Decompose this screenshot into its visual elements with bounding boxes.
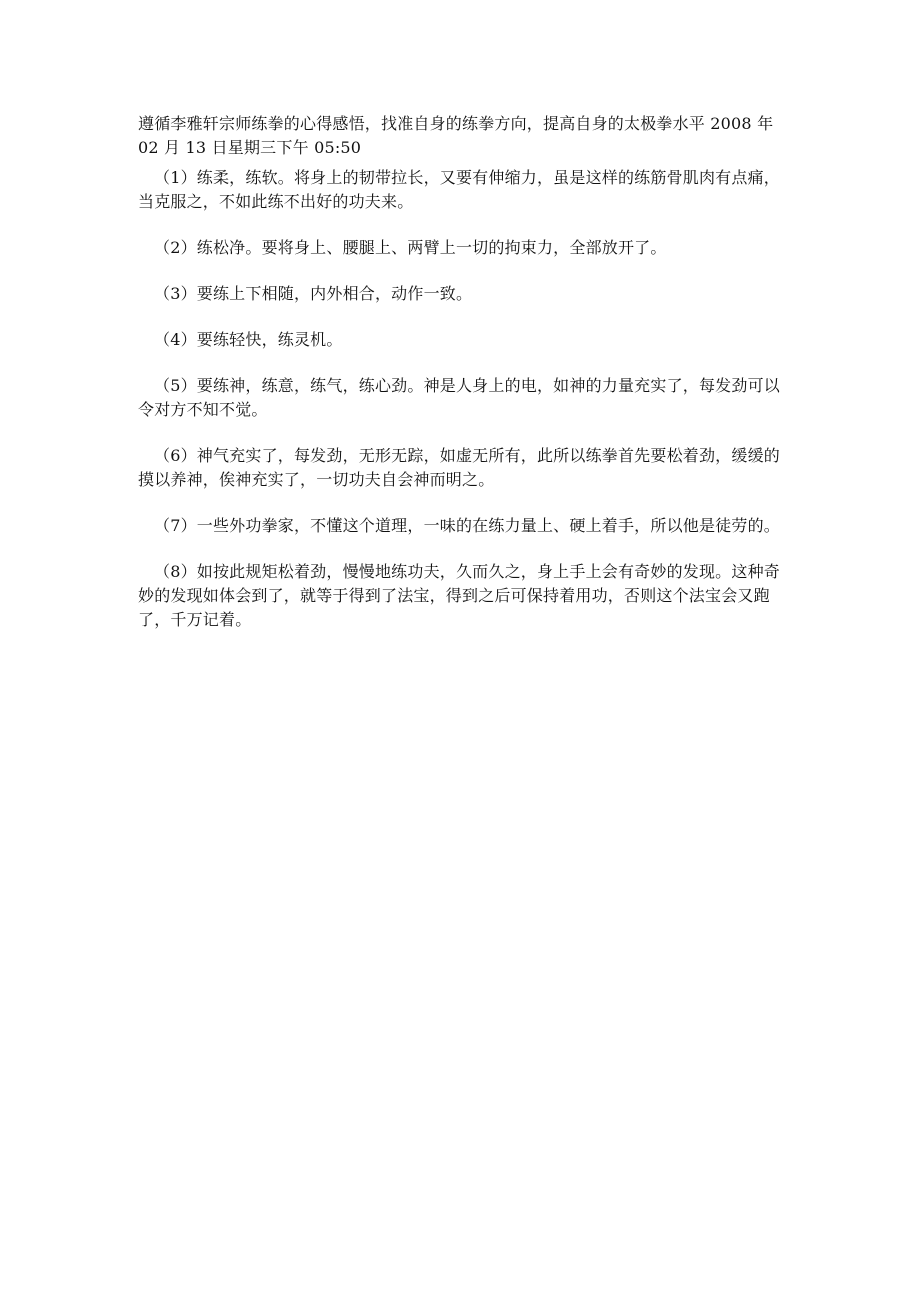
document-page [138, 112, 788, 654]
paragraph-6: （6）神气充实了，每发劲，无形无踪，如虚无所有，此所以练拳首先要松着劲，缓缓的摸以养神，俟神充实了，一切功夫自会神而明之。 [138, 446, 780, 489]
paragraph-3: （3）要练上下相随，内外相合，动作一致。 [154, 284, 473, 303]
paragraph-2: （2）练松净。要将身上、腰腿上、两臂上一切的拘束力，全部放开了。 [154, 238, 667, 257]
paragraph-1: （1）练柔，练软。将身上的韧带拉长，又要有伸缩力，虽是这样的练筋骨肌肉有点痛，当克服之，不如此练不出好的功夫来。 [138, 168, 780, 211]
paragraph-8: （8）如按此规矩松着劲，慢慢地练功夫，久而久之，身上手上会有奇妙的发现。这种奇妙的发现如体会到了，就等于得到了法宝，得到之后可保持着用功，否则这个法宝会又跑了，千万记着。 [138, 562, 780, 629]
document-title: 遵循李雅轩宗师练拳的心得感悟，找准自身的练拳方向，提高自身的太极拳水平 2008 年 02 月 13 日星期三下午 05:50 [138, 114, 774, 157]
paragraph-5: （5）要练神，练意，练气，练心劲。神是人身上的电，如神的力量充实了，每发劲可以令对方不知不觉。 [138, 376, 780, 419]
paragraph-4: （4）要练轻快，练灵机。 [154, 330, 343, 349]
paragraph-7: （7）一些外功拳家，不懂这个道理，一味的在练力量上、硬上着手，所以他是徒劳的。 [154, 516, 780, 535]
